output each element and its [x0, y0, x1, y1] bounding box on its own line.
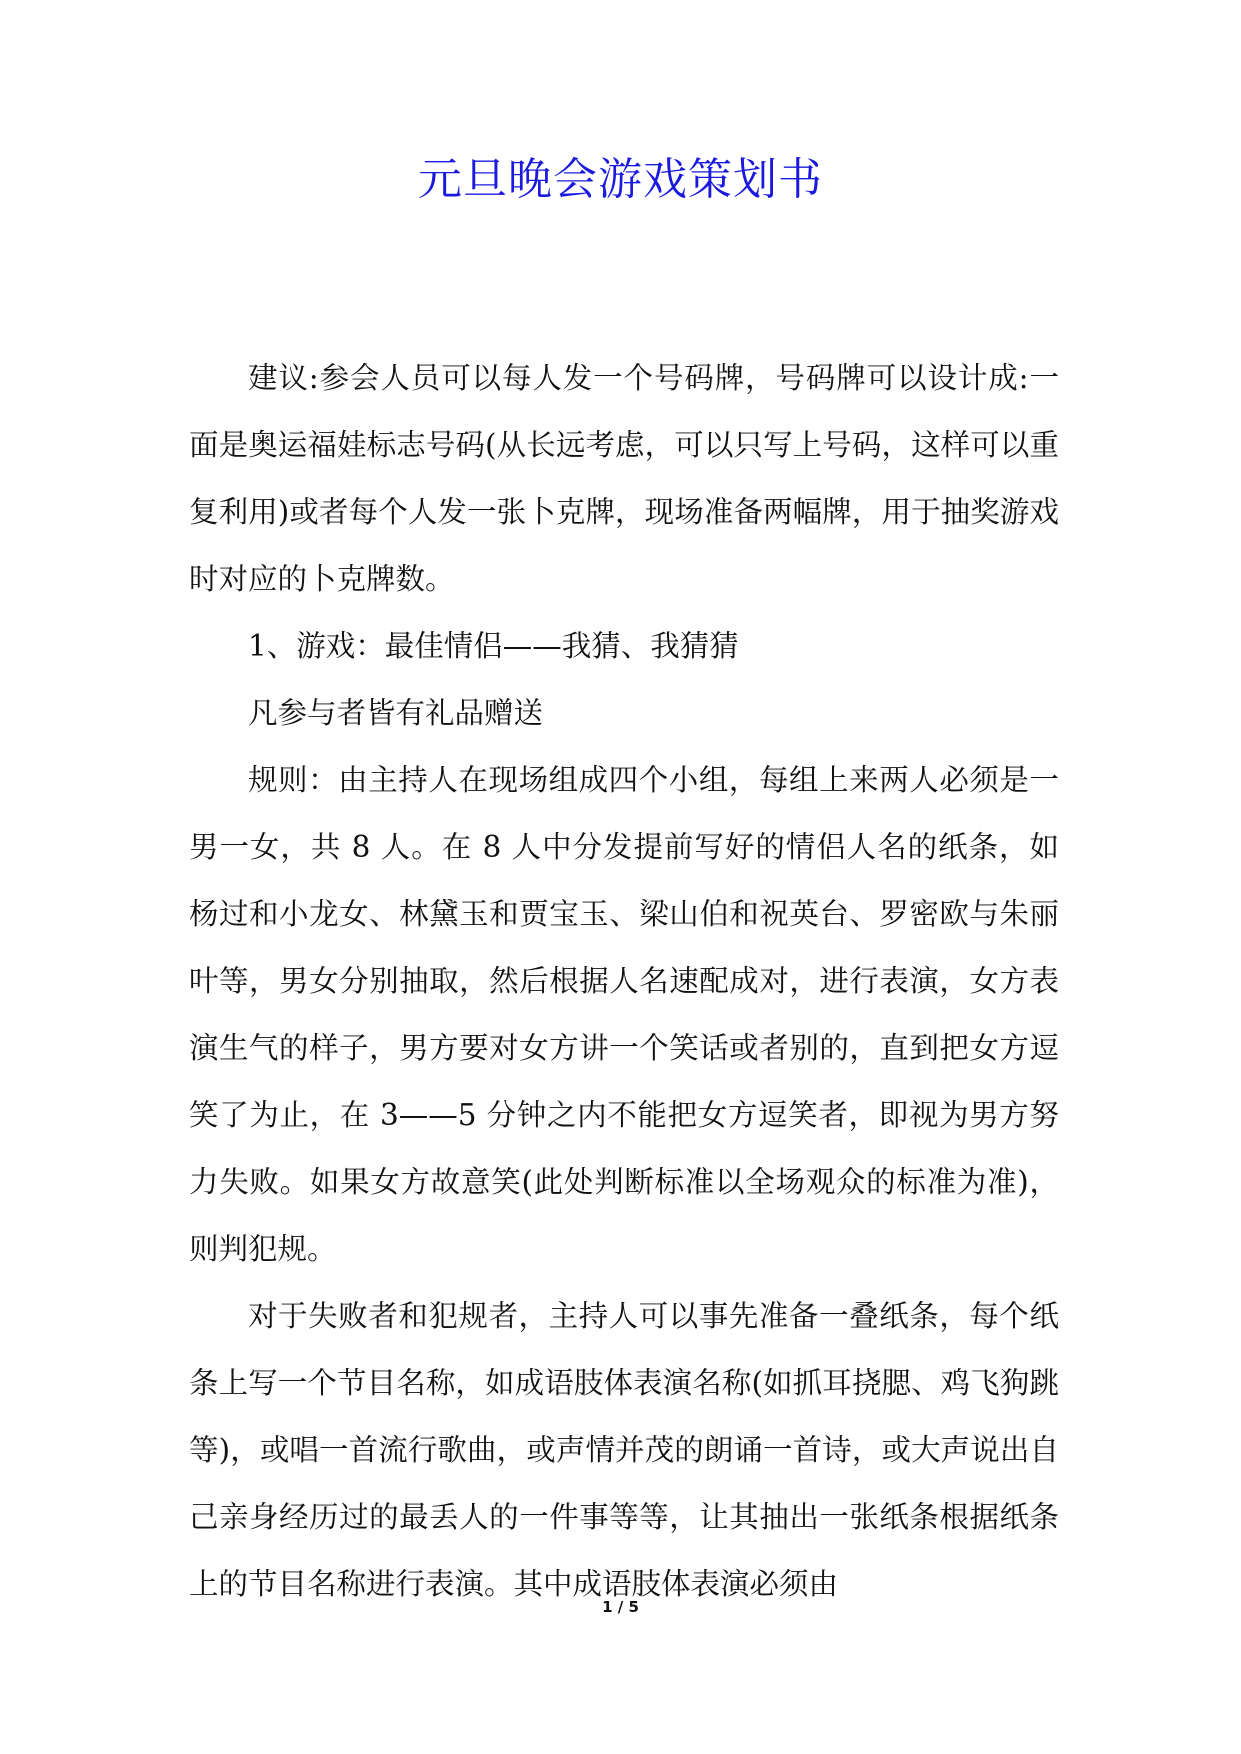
document-title: 元旦晚会游戏策划书	[418, 154, 823, 205]
document-body	[189, 345, 1059, 1618]
page-number: 1 / 5	[602, 1598, 639, 1616]
paragraph-penalty: 对于失败者和犯规者，主持人可以事先准备一叠纸条，每个纸条上写一个节目名称，如成语肢体表演名称(如抓耳挠腮、鸡飞狗跳等)，或唱一首流行歌曲，或声情并茂的朗诵一首诗，或大声说出自己亲身经历过的最丢人的一件事等等，让其抽出一张纸条根据纸条上的节目名称进行表演。其中成语肢体表演必须由	[189, 1299, 1059, 1601]
paragraph-prize-note: 凡参与者皆有礼品赠送	[248, 696, 544, 730]
paragraph-suggestion: 建议:参会人员可以每人发一个号码牌，号码牌可以设计成:一面是奥运福娃标志号码(从长远考虑，可以只写上号码，这样可以重复利用)或者每个人发一张卜克牌，现场准备两幅牌，用于抽奖游戏时对应的卜克牌数。	[189, 361, 1059, 596]
paragraph-game-heading: 1、游戏：最佳情侣——我猜、我猜猜	[248, 629, 739, 663]
paragraph-rules: 规则：由主持人在现场组成四个小组，每组上来两人必须是一男一女，共 8 人。在 8 人中分发提前写好的情侣人名的纸条，如杨过和小龙女、林黛玉和贾宝玉、梁山伯和祝英台、罗密欧与朱丽叶等，男女分别抽取，然后根据人名速配成对，进行表演，女方表演生气的样子，男方要对女方讲一个笑话或者别的，直到把女方逗笑了为止，在 3——5 分钟之内不能把女方逗笑者，即视为男方努力失败。如果女方故意笑(此处判断标准以全场观众的标准为准)，则判犯规。	[189, 763, 1059, 1266]
